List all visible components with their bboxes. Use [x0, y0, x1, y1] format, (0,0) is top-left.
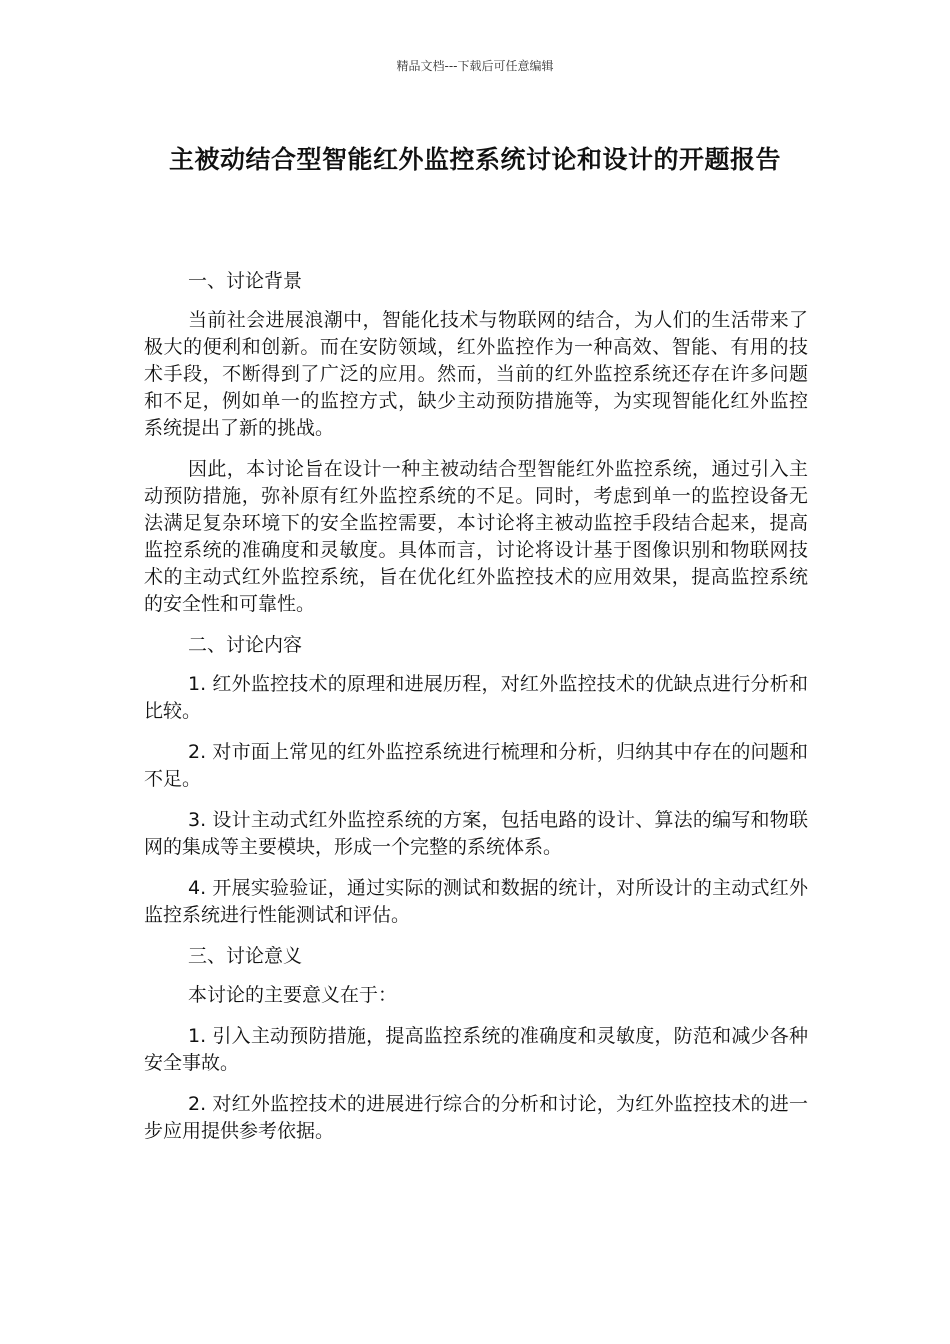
section-heading-background: 一、讨论背景 [188, 270, 303, 292]
paragraph: 本讨论的主要意义在于： [188, 984, 398, 1006]
page-header: 精品文档---下载后可任意编辑 [396, 59, 554, 73]
list-item: 1. 红外监控技术的原理和进展历程，对红外监控技术的优缺点进行分析和比较。 [144, 673, 808, 722]
list-item: 3. 设计主动式红外监控系统的方案，包括电路的设计、算法的编写和物联网的集成等主要模块，形成一个完整的系统体系。 [144, 809, 808, 858]
section-heading-significance: 三、讨论意义 [188, 945, 303, 967]
list-item: 2. 对市面上常见的红外监控系统进行梳理和分析，归纳其中存在的问题和不足。 [144, 741, 808, 790]
paragraph: 因此，本讨论旨在设计一种主被动结合型智能红外监控系统，通过引入主动预防措施，弥补原有红外监控系统的不足。同时，考虑到单一的监控设备无法满足复杂环境下的安全监控需要，本讨论将主被动监控手段结合起来，提高监控系统的准确度和灵敏度。具体而言，讨论将设计基于图像识别和物联网技术的主动式红外监控系统，旨在优化红外监控技术的应用效果，提高监控系统的安全性和可靠性。 [144, 458, 808, 615]
paragraph: 当前社会进展浪潮中，智能化技术与物联网的结合，为人们的生活带来了极大的便利和创新。而在安防领域，红外监控作为一种高效、智能、有用的技术手段，不断得到了广泛的应用。然而，当前的红外监控系统还存在许多问题和不足，例如单一的监控方式，缺少主动预防措施等，为实现智能化红外监控系统提出了新的挑战。 [144, 309, 808, 439]
section-heading-content: 二、讨论内容 [188, 634, 303, 656]
list-item: 4. 开展实验验证，通过实际的测试和数据的统计，对所设计的主动式红外监控系统进行性能测试和评估。 [144, 877, 808, 926]
document-title: 主被动结合型智能红外监控系统讨论和设计的开题报告 [168, 145, 781, 174]
list-item: 1. 引入主动预防措施，提高监控系统的准确度和灵敏度，防范和减少各种安全事故。 [144, 1025, 808, 1074]
list-item: 2. 对红外监控技术的进展进行综合的分析和讨论，为红外监控技术的进一步应用提供参考依据。 [144, 1093, 808, 1142]
document-body [144, 268, 808, 1159]
